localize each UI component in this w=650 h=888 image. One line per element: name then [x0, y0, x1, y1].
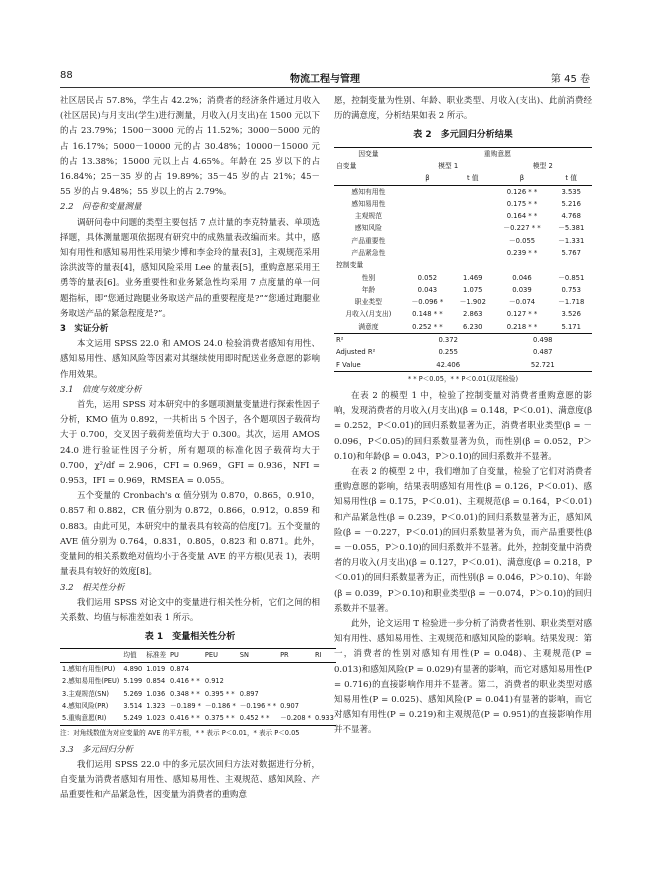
correlation-table — [60, 648, 336, 725]
table-cell: 5.767 — [561, 248, 581, 257]
table-header-row — [334, 172, 592, 185]
table-cell: 感知风险 — [354, 224, 382, 233]
table-header: PU — [170, 651, 179, 660]
table-cell — [452, 210, 494, 222]
table-cell: 0.897 — [239, 689, 259, 698]
table-cell: 感知易用性 — [351, 199, 386, 208]
table-row — [60, 700, 336, 712]
table-row — [334, 185, 592, 198]
table-header: t 值 — [466, 174, 479, 183]
table-cell: －0.074 — [508, 298, 536, 307]
paragraph: 调研问卷中问题的类型主要包括 7 点计量的李克特量表、单项选择题，具体测量题项依据现有研究中的成熟量表改编而来。其中，感知有用性和感知易用性采用梁少博和李金玲的量表[3]，主观规范采用涂洪波等的量表[4]，感知风险采用 Lee 的量表[5]，重购意愿采用王勇等的量表[6]。业务重要性和业务紧急性均采用 7 点度量的单一问题指标，即“您通过跑腿业务取送产品的重要程度是?”“您通过跑腿业务取送产品的紧急程度是?”。 — [60, 217, 320, 319]
table-row — [334, 259, 592, 271]
table1-note: 注：对角线数值为对应变量的 AVE 的平方根，* * 表示 P＜0.01，* 表示 P＜0.05 — [60, 728, 300, 737]
table-cell: 4.890 — [123, 664, 143, 673]
table-cell: 性别 — [361, 273, 376, 282]
table-cell: 0.039 — [512, 285, 532, 294]
table-cell — [452, 247, 494, 259]
paragraph: 在表 2 的模型 1 中，检验了控制变量对消费者重购意愿的影响，发现消费者的月收入(月支出)(β = 0.148，P＜0.01)、满意度(β = 0.252，P＜0.01)的回归系数显著为正，消费者职业类型(β = －0.096，P＜0.05)的回归系数显著为负，而性别(β = 0.052，P＞0.10)和年龄(β = 0.043，P＞0.10)的回归系数并不显著。 — [334, 390, 592, 462]
table-cell: 5.269 — [123, 689, 143, 698]
table-cell — [313, 700, 336, 712]
table-cell: 产品紧急性 — [351, 248, 386, 257]
paragraph: 五个变量的 Cronbach's α 值分别为 0.870，0.865，0.910，0.857 和 0.882，CR 值分别为 0.872，0.866，0.912，0.859 和 0.883。由此可见，本研究中的量表具有较高的信度[7]。五个变量的 AVE 值分别为 0.764，0.831，0.805，0.823 和 0.871。此外，变量间的相关系数绝对值均小于各变量 AVE 的平方根(见表 1)，表明量表具有较好的效度[8]。 — [60, 491, 320, 578]
table-row — [334, 334, 592, 347]
volume-label: 第 45 卷 — [550, 74, 590, 85]
table-cell: 0.487 — [533, 348, 553, 357]
table-row — [334, 284, 592, 296]
table-cell: 1.036 — [146, 689, 166, 698]
table-cell: 0.252 * * — [412, 322, 443, 331]
section-heading: 3 实证分析 — [60, 324, 109, 335]
table-cell: －0.189 * — [170, 701, 201, 710]
table-cell: 1.023 — [146, 714, 166, 723]
table-cell: 0.933 — [314, 714, 334, 723]
table-cell: 控制变量 — [336, 261, 364, 270]
table-cell — [403, 198, 452, 210]
paragraph: 我们运用 SPSS 对论文中的变量进行相关性分析，它们之间的相关系数、均值与标准差如表 1 所示。 — [60, 597, 320, 623]
table-cell: 0.452 * * — [239, 714, 270, 723]
table-cell: －0.096 * — [411, 298, 444, 307]
table-cell: 0.148 * * — [412, 310, 443, 319]
table-header: 模型 1 — [438, 161, 459, 170]
table-cell: 0.348 * * — [170, 689, 200, 698]
table-cell — [278, 688, 313, 700]
table-cell: 1.323 — [146, 701, 166, 710]
table-cell: 0.046 — [512, 273, 532, 282]
table-cell: 6.230 — [463, 322, 483, 331]
page-number: 88 — [60, 70, 73, 81]
table-header: SN — [239, 651, 249, 660]
table-cell: 满意度 — [358, 322, 379, 331]
section-heading: 3.3 多元回归分析 — [60, 744, 134, 755]
table-cell — [403, 210, 452, 222]
table-cell: －0.196 * * — [239, 701, 277, 710]
table-cell: 0.375 * * — [204, 714, 235, 723]
table-header: 因变量 — [358, 149, 379, 158]
regression-table — [334, 147, 592, 372]
table-cell — [313, 688, 336, 700]
table-row — [334, 222, 592, 234]
paragraph: 首先，运用 SPSS 对本研究中的多题项测量变量进行探索性因子分析，KMO 值为 0.892，一共析出 5 个因子，各个题项因子载荷均大于 0.700，交叉因子载荷差值均大于 0.300。其次，运用 AMOS 24.0 进行验证性因子分析，所有题项的标准化因子载荷均大于 0.700，χ²/df = 2.906，CFI = 0.969，GFI = 0.936，NFI = 0.953，IFI = 0.969，RMSEA = 0.055。 — [60, 400, 320, 487]
table-cell: 0.127 * * — [506, 310, 538, 319]
table-cell — [203, 662, 238, 675]
table-cell: 5.171 — [561, 322, 581, 331]
table-cell: －0.208 * — [280, 714, 311, 723]
table-cell: 1.感知有用性(PU) — [62, 664, 116, 673]
table-header-row — [334, 147, 592, 160]
table-cell: 0.416 * * — [170, 714, 200, 723]
table-row — [334, 359, 592, 372]
table-header: PEU — [204, 651, 218, 660]
table-cell — [313, 662, 336, 675]
table-cell — [452, 235, 494, 247]
table-cell: －0.186 * — [204, 701, 236, 710]
table-cell: 0.164 * * — [506, 212, 538, 221]
table-cell: －1.902 — [459, 298, 486, 307]
table-row — [334, 346, 592, 358]
table-cell: 0.126 * * — [506, 187, 538, 196]
table-cell — [278, 675, 313, 687]
table-cell: Adjusted R² — [336, 348, 376, 357]
table-row — [334, 247, 592, 259]
section-heading: 3.1 信度与效度分析 — [60, 384, 142, 395]
table-cell: 产品重要性 — [351, 236, 386, 245]
table-header: t 值 — [565, 174, 577, 183]
table-cell: 0.416 * * — [170, 677, 200, 686]
table-cell: 0.372 — [438, 336, 458, 345]
table-cell: 0.907 — [280, 701, 299, 710]
table-header-row — [334, 160, 592, 172]
right-column — [334, 94, 592, 739]
table-cell: 0.498 — [533, 336, 553, 345]
table-header: 自变量 — [336, 161, 357, 170]
table-cell: 0.395 * * — [204, 689, 235, 698]
table-row — [334, 198, 592, 210]
table-cell — [313, 675, 336, 687]
table-row — [334, 308, 592, 320]
table-cell: 3.535 — [561, 187, 581, 196]
table-cell: 3.主观规范(SN) — [62, 689, 109, 698]
table-cell — [452, 198, 494, 210]
paragraph: 愿，控制变量为性别、年龄、职业类型、月收入(支出)、此前消费经历的满意度，分析结果如表 2 所示。 — [334, 96, 592, 122]
table-header: 标准差 — [146, 651, 167, 660]
table-cell — [403, 185, 452, 198]
table-cell: －1.718 — [558, 298, 585, 307]
table-cell: 0.239 * * — [506, 248, 538, 257]
table-header: 重购意愿 — [483, 149, 511, 158]
table-cell: 4.768 — [561, 212, 581, 221]
table-cell: 4.感知风险(PR) — [62, 701, 109, 710]
table-row — [334, 321, 592, 334]
table-cell: 感知有用性 — [351, 187, 386, 196]
table-cell: －0.227 * * — [503, 224, 541, 233]
running-header — [60, 70, 590, 86]
paragraph: 社区居民占 57.8%，学生占 42.2%；消费者的经济条件通过月收入(社区居民)与月支出(学生)进行测量，月收入(月支出)在 1500 元以下的占 23.79%；1500－3000 元的占 11.52%；3000－5000 元的占 16.17%；5000－10000 元的占 30.48%；10000－15000 元的占 13.38%；15000 元以上占 4.65%。年龄在 25 岁以下的占 16.84%；25－35 岁的占 19.89%；35－45 岁的占 21%；45－55 岁的占 9.48%；55 岁以上的占 2.79%。 — [60, 96, 320, 198]
table-cell: 主观规范 — [354, 212, 382, 221]
table-header: RI — [314, 651, 322, 660]
section-heading: 3.2 相关性分析 — [60, 582, 125, 593]
table-header: 均值 — [123, 651, 137, 660]
table-cell: 1.019 — [146, 664, 166, 673]
table1-caption: 表 1 变量相关性分析 — [144, 632, 236, 643]
table-cell: －5.381 — [558, 224, 585, 233]
table-cell: 42.406 — [436, 360, 461, 369]
table2-note: * * P＜0.05，* * P＜0.01(双尾检验) — [407, 374, 519, 383]
table-cell: 1.469 — [463, 273, 483, 282]
table-cell: F Value — [336, 360, 361, 369]
table-header: 模型 2 — [532, 161, 553, 170]
table-cell — [238, 675, 278, 687]
table-cell: 5.199 — [123, 677, 143, 686]
table-cell: 1.075 — [463, 285, 483, 294]
table-row — [60, 712, 336, 725]
table-cell: 0.854 — [146, 677, 166, 686]
section-heading: 2.2 问卷和变量测量 — [60, 202, 142, 213]
table-row — [334, 296, 592, 308]
table-cell — [403, 222, 452, 234]
table-cell: 职业类型 — [354, 298, 382, 307]
table-row — [60, 675, 336, 687]
table-cell: 2.感知易用性(PEU) — [62, 677, 120, 686]
journal-title: 物流工程与管理 — [290, 74, 360, 85]
table-cell: 0.052 — [417, 273, 438, 282]
table-cell — [403, 247, 452, 259]
table-cell: 3.526 — [561, 310, 581, 319]
table-cell: 年龄 — [361, 285, 376, 294]
table-cell: －1.331 — [558, 236, 585, 245]
table-cell: 0.874 — [170, 664, 189, 673]
table-header — [60, 649, 121, 662]
table-cell: 0.218 * * — [506, 322, 538, 331]
table-cell: 5.重购意愿(RI) — [62, 714, 107, 723]
table-cell: 52.721 — [530, 360, 555, 369]
paragraph: 我们运用 SPSS 22.0 中的多元层次回归方法对数据进行分析，自变量为消费者感知有用性、感知易用性、主观规范、感知风险、产品重要性和产品紧急性，因变量为消费者的重购意 — [60, 759, 320, 801]
paragraph: 在表 2 的模型 2 中，我们增加了自变量，检验了它们对消费者重购意愿的影响，结果表明感知有用性(β = 0.126，P＜0.01)、感知易用性(β = 0.175，P＜0.01)、主观规范(β = 0.164，P＜0.01)和产品紧急性(β = 0.239，P＜0.01)的回归系数显著为正，感知风险(β = －0.227，P＜0.01)的回归系数显著为负，而产品重要性(β = －0.055，P＞0.10)的回归系数并不显著。此外，控制变量中消费者的月收入(月支出)(β = 0.127，P＜0.01)、满意度(β = 0.218，P＜0.01)的回归系数显著为正，而性别(β = 0.046，P＞0.10)、年龄(β = 0.039，P＞0.10)和职业类型(β = －0.074，P＞0.10)的回归系数并不显著。 — [334, 466, 592, 614]
table-cell: 5.216 — [561, 199, 581, 208]
table-cell — [278, 662, 313, 675]
table-row — [334, 210, 592, 222]
table-header: PR — [280, 651, 289, 660]
table2-caption: 表 2 多元回归分析结果 — [413, 130, 513, 141]
paragraph: 本文运用 SPSS 22.0 和 AMOS 24.0 检验消费者感知有用性、感知易用性、感知风险等因素对其继续使用即时配送业务意愿的影响作用效果。 — [60, 339, 320, 380]
table-row — [334, 272, 592, 284]
table-cell — [403, 235, 452, 247]
paragraph: 此外，论文运用 T 检验进一步分析了消费者性别、职业类型对感知有用性、感知易用性、主观规范和感知风险的影响。结果发现：第一，消费者的性别对感知有用性(P = 0.048)、主观规范(P = 0.013)和感知风险(P = 0.029)有显著的影响，而它对感知易用性(P = 0.716)的直接影响作用并不显著。第二，消费者的职业类型对感知易用性(P = 0.025)、感知风险(P = 0.041)有显著的影响，而它对感知有用性(P = 0.219)和主观规范(P = 0.951)的直接影响作用并不显著。 — [334, 619, 592, 736]
table-row — [60, 662, 336, 675]
table-cell: －0.851 — [558, 273, 585, 282]
table-cell: 0.912 — [204, 677, 224, 686]
table-cell — [238, 662, 278, 675]
table-row — [334, 235, 592, 247]
table-cell: 0.043 — [417, 285, 438, 294]
table-row — [60, 688, 336, 700]
table-cell: 5.249 — [123, 714, 143, 723]
table-cell: 2.863 — [463, 310, 483, 319]
table-cell — [452, 185, 494, 198]
table-header: β — [425, 174, 430, 183]
table-cell: 3.514 — [123, 701, 143, 710]
header-rule — [60, 87, 590, 88]
table-header: β — [519, 174, 525, 183]
left-column — [60, 94, 334, 804]
table-cell: －0.055 — [508, 236, 536, 245]
table-header-row — [60, 649, 336, 662]
table-cell: 0.753 — [561, 285, 581, 294]
table-cell: 0.175 * * — [506, 199, 538, 208]
table-cell: R² — [336, 336, 344, 345]
table-cell: 月收入(月支出) — [345, 310, 392, 319]
table-cell — [452, 222, 494, 234]
table-cell: 0.255 — [438, 348, 458, 357]
